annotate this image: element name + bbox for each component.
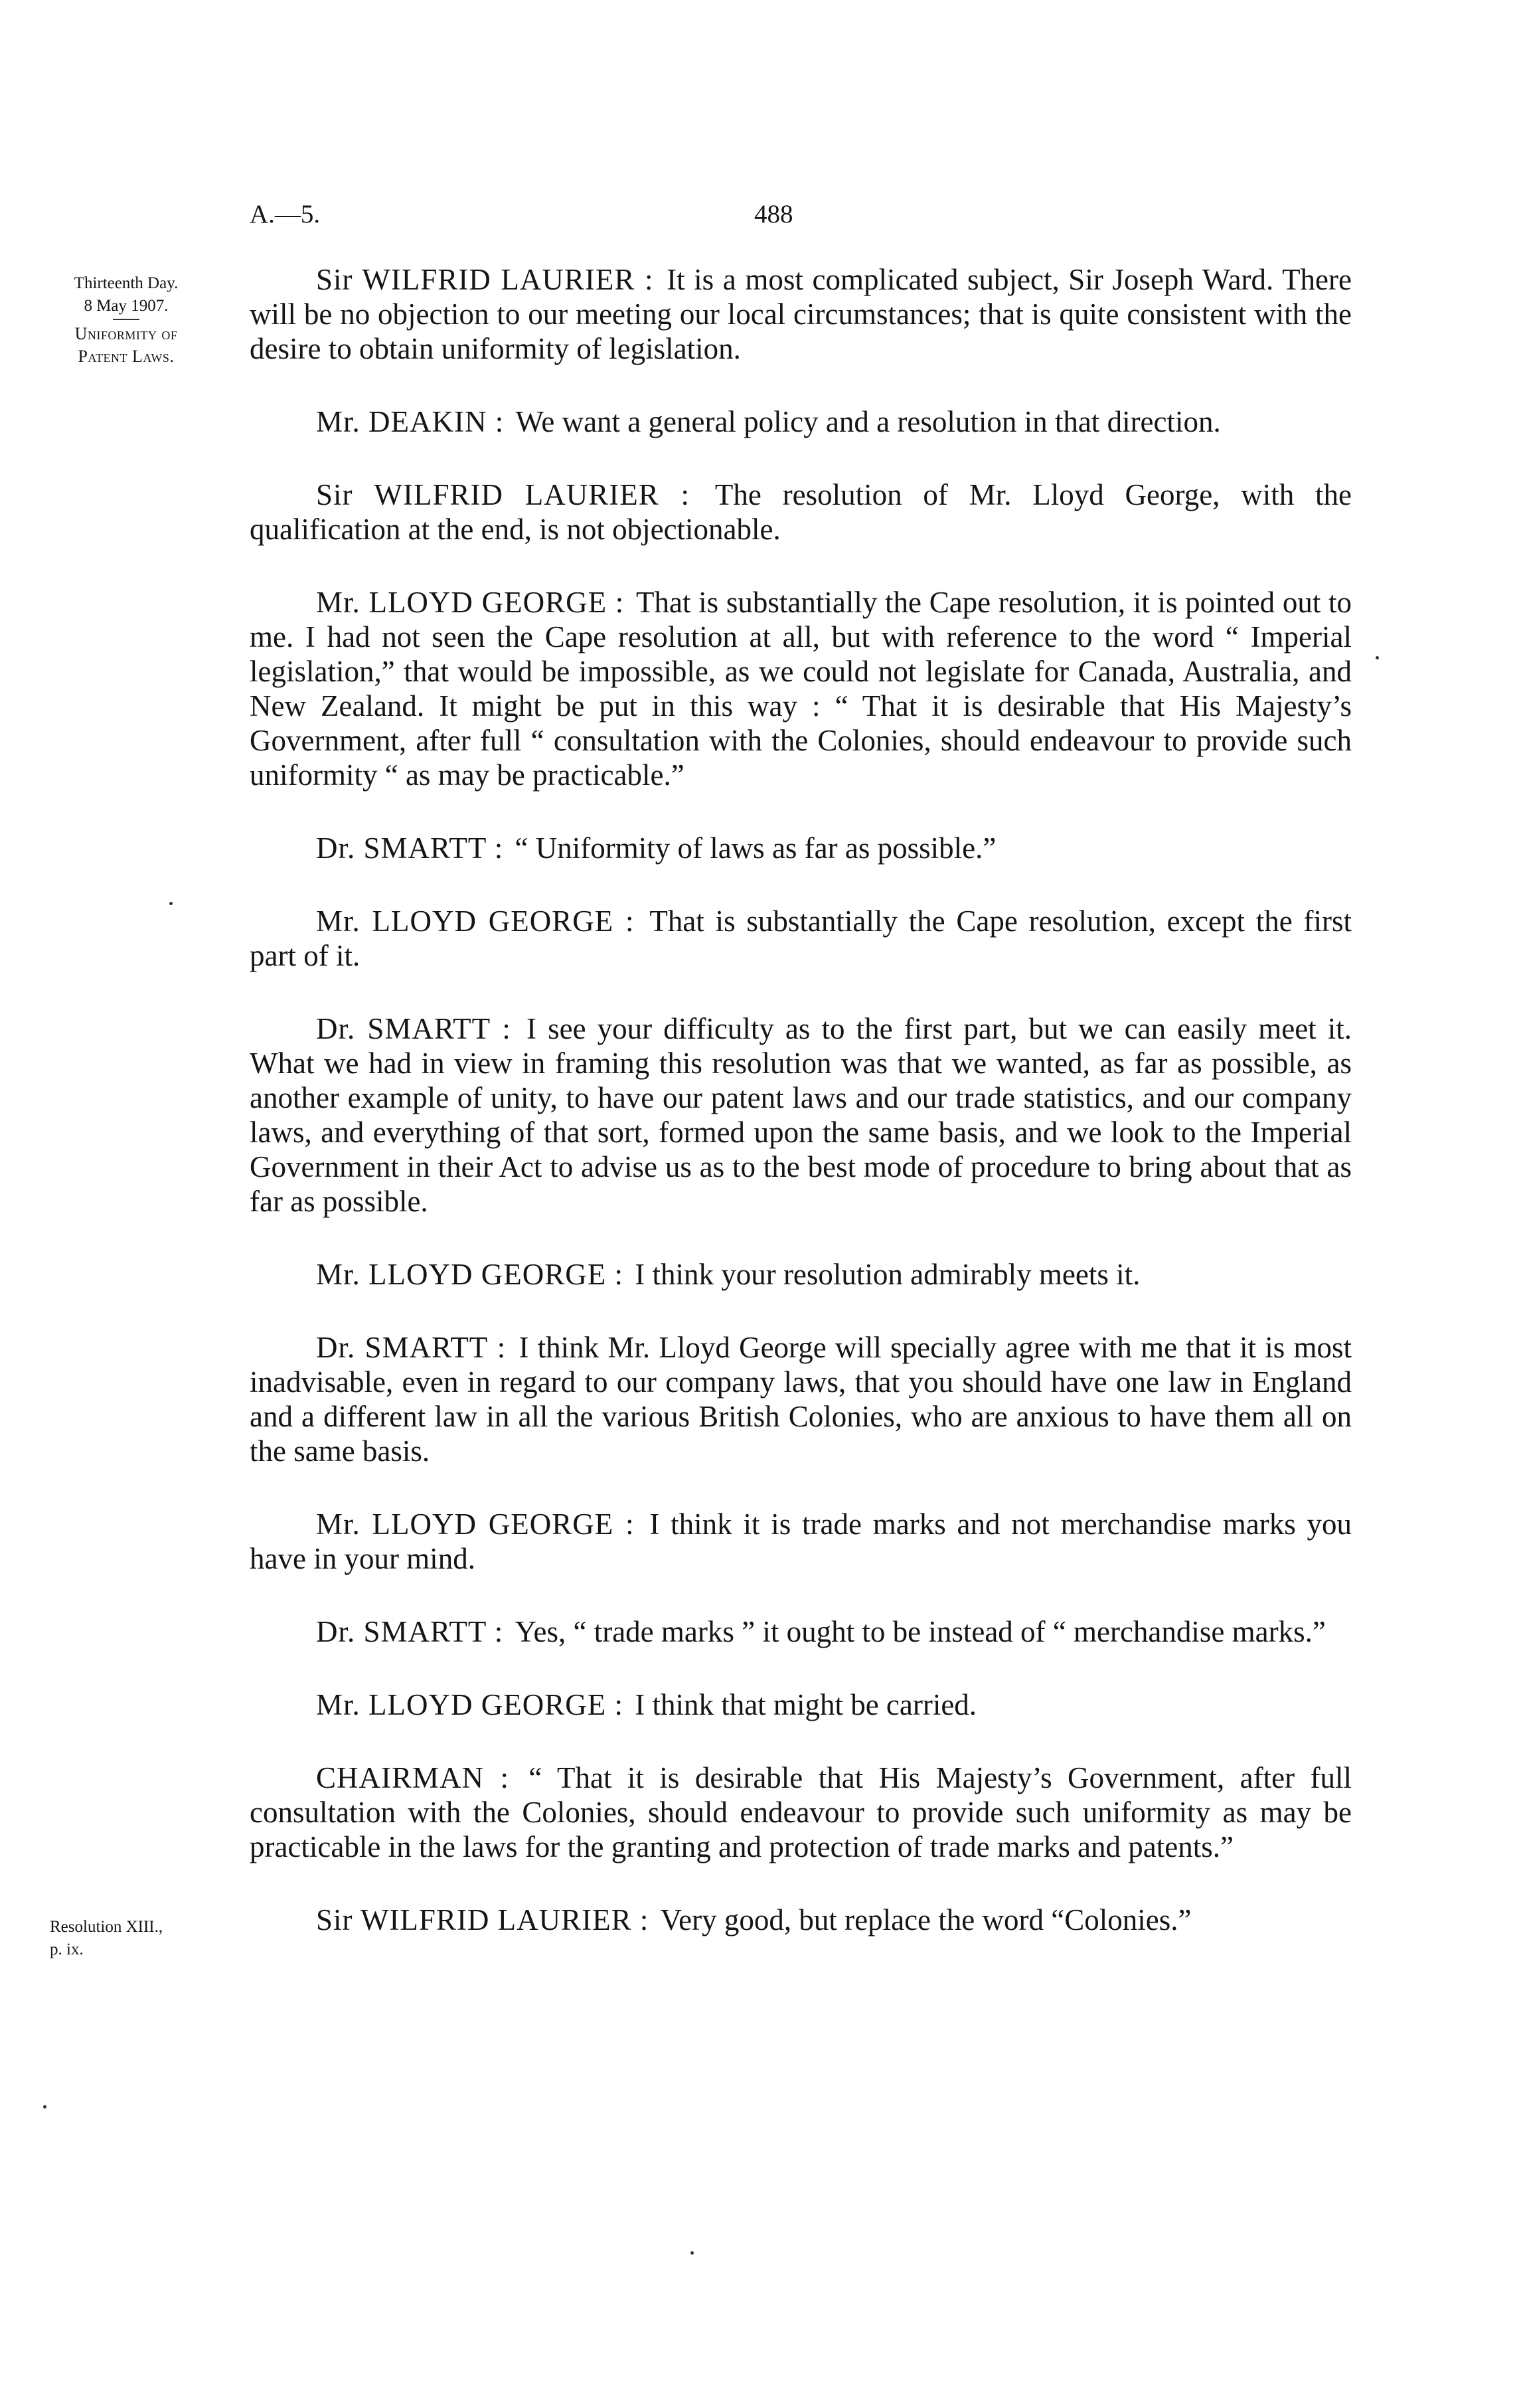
page-number: 488	[754, 200, 793, 228]
speech-text: I see your difficulty as to the first part, but we can easily meet it. What we had in view in framing this resolution was that we wanted, as far as possible, as another example of unity, to have our patent laws and our trade statistics, and our company laws, and everything of that sort, formed upon the same basis, and we look to the Imperial Government in their Act to advise us as to the best mode of procedure to bring about that as far as possible.	[250, 1012, 1352, 1218]
speech-text: Very good, but replace the word “Colonies.”	[660, 1903, 1192, 1936]
margin-note-resolution	[50, 1916, 249, 1961]
speech-text: That is substantially the Cape resolution, except the first part of it.	[250, 904, 1352, 972]
speech-paragraph	[250, 1011, 1352, 1219]
speaker-name: Sir WILFRID LAURIER :	[316, 1903, 649, 1936]
speech-text: I think it is trade marks and not merchandise marks you have in your mind.	[250, 1507, 1352, 1575]
scan-speck	[1376, 656, 1379, 659]
speech-paragraph	[250, 1257, 1352, 1292]
speaker-name: Mr. LLOYD GEORGE :	[316, 586, 625, 619]
speech-paragraph	[250, 904, 1352, 973]
speech-paragraph	[250, 1687, 1352, 1722]
page-header	[250, 199, 1352, 239]
speaker-name: Mr. LLOYD GEORGE :	[316, 1258, 623, 1291]
speaker-name: Dr. SMARTT :	[316, 1615, 504, 1648]
speech-text: The resolution of Mr. Lloyd George, with the qualification at the end, is not objectionable.	[250, 478, 1352, 546]
speech-paragraph	[250, 262, 1352, 366]
speaker-name: Mr. LLOYD GEORGE :	[316, 904, 635, 938]
margin-note-date: 8 May 1907.	[84, 297, 169, 315]
speech-text: Yes, “ trade marks ” it ought to be instead of “ merchandise marks.”	[515, 1615, 1326, 1648]
speaker-name: Dr. SMARTT :	[316, 1012, 511, 1045]
speech-paragraph	[250, 1614, 1352, 1649]
margin-note-resolution-line2: p. ix.	[50, 1940, 84, 1958]
speech-paragraph	[250, 404, 1352, 439]
speech-paragraph	[250, 585, 1352, 792]
margin-note-top	[27, 272, 226, 368]
speech-paragraph	[250, 1330, 1352, 1468]
speech-text: I think Mr. Lloyd George will specially agree with me that it is most inadvisable, even in regard to our company laws, that you should have one law in England and a different law in all the various British Colonies, who are anxious to have them all on the same basis.	[250, 1331, 1352, 1468]
margin-note-subject-line2: Patent Laws.	[78, 347, 175, 366]
margin-note-resolution-line1: Resolution XIII.,	[50, 1918, 163, 1936]
speech-paragraph	[250, 1507, 1352, 1576]
speech-paragraph	[250, 1761, 1352, 1864]
speech-text: It is a most complicated subject, Sir Joseph Ward. There will be no objection to our meeting our local circumstances; that is quite consistent with the desire to obtain uniformity of legislation.	[250, 263, 1352, 365]
speech-text: “ Uniformity of laws as far as possible.”	[515, 831, 997, 865]
margin-note-subject-line1: Uniformity of	[74, 324, 178, 343]
scan-speck	[690, 2251, 694, 2255]
speech-text: I think your resolution admirably meets it.	[635, 1258, 1141, 1291]
margin-note-divider	[113, 319, 139, 320]
speech-paragraph	[250, 477, 1352, 547]
document-series-number: A.—5.	[250, 200, 321, 228]
speaker-name: Mr. LLOYD GEORGE :	[316, 1688, 623, 1721]
speaker-name: Sir WILFRID LAURIER :	[316, 478, 690, 511]
speaker-name: Mr. DEAKIN :	[316, 405, 505, 438]
scan-speck	[169, 902, 173, 905]
speaker-name: CHAIRMAN :	[316, 1761, 509, 1794]
speech-text: We want a general policy and a resolution in that direction.	[515, 405, 1221, 438]
speech-text: That is substantially the Cape resolution, it is pointed out to me. I had not seen the Cape resolution at all, but with reference to the word “ Imperial legislation,” that would be impossible, as we could not legislate for Canada, Australia, and New Zealand. It might be put in this way : “ That it is desirable that His Majesty’s Government, after full “ consultation with the Colonies, should endeavour to provide such uniformity “ as may be practicable.”	[250, 586, 1352, 792]
scan-speck	[43, 2105, 46, 2108]
speech-paragraph	[250, 831, 1352, 865]
speaker-name: Dr. SMARTT :	[316, 831, 504, 865]
speaker-name: Dr. SMARTT :	[316, 1331, 507, 1364]
speech-paragraph	[250, 1903, 1352, 1937]
speaker-name: Mr. LLOYD GEORGE :	[316, 1507, 635, 1541]
speaker-name: Sir WILFRID LAURIER :	[316, 263, 654, 296]
speech-text: “ That it is desirable that His Majesty’s Government, after full consultation with the Colonies, should endeavour to provide such uniformity as may be practicable in the laws for the granting and protection of trade marks and patents.”	[250, 1761, 1352, 1863]
margin-note-day: Thirteenth Day.	[74, 274, 179, 292]
speech-text: I think that might be carried.	[635, 1688, 977, 1721]
transcript-body	[250, 262, 1352, 1976]
